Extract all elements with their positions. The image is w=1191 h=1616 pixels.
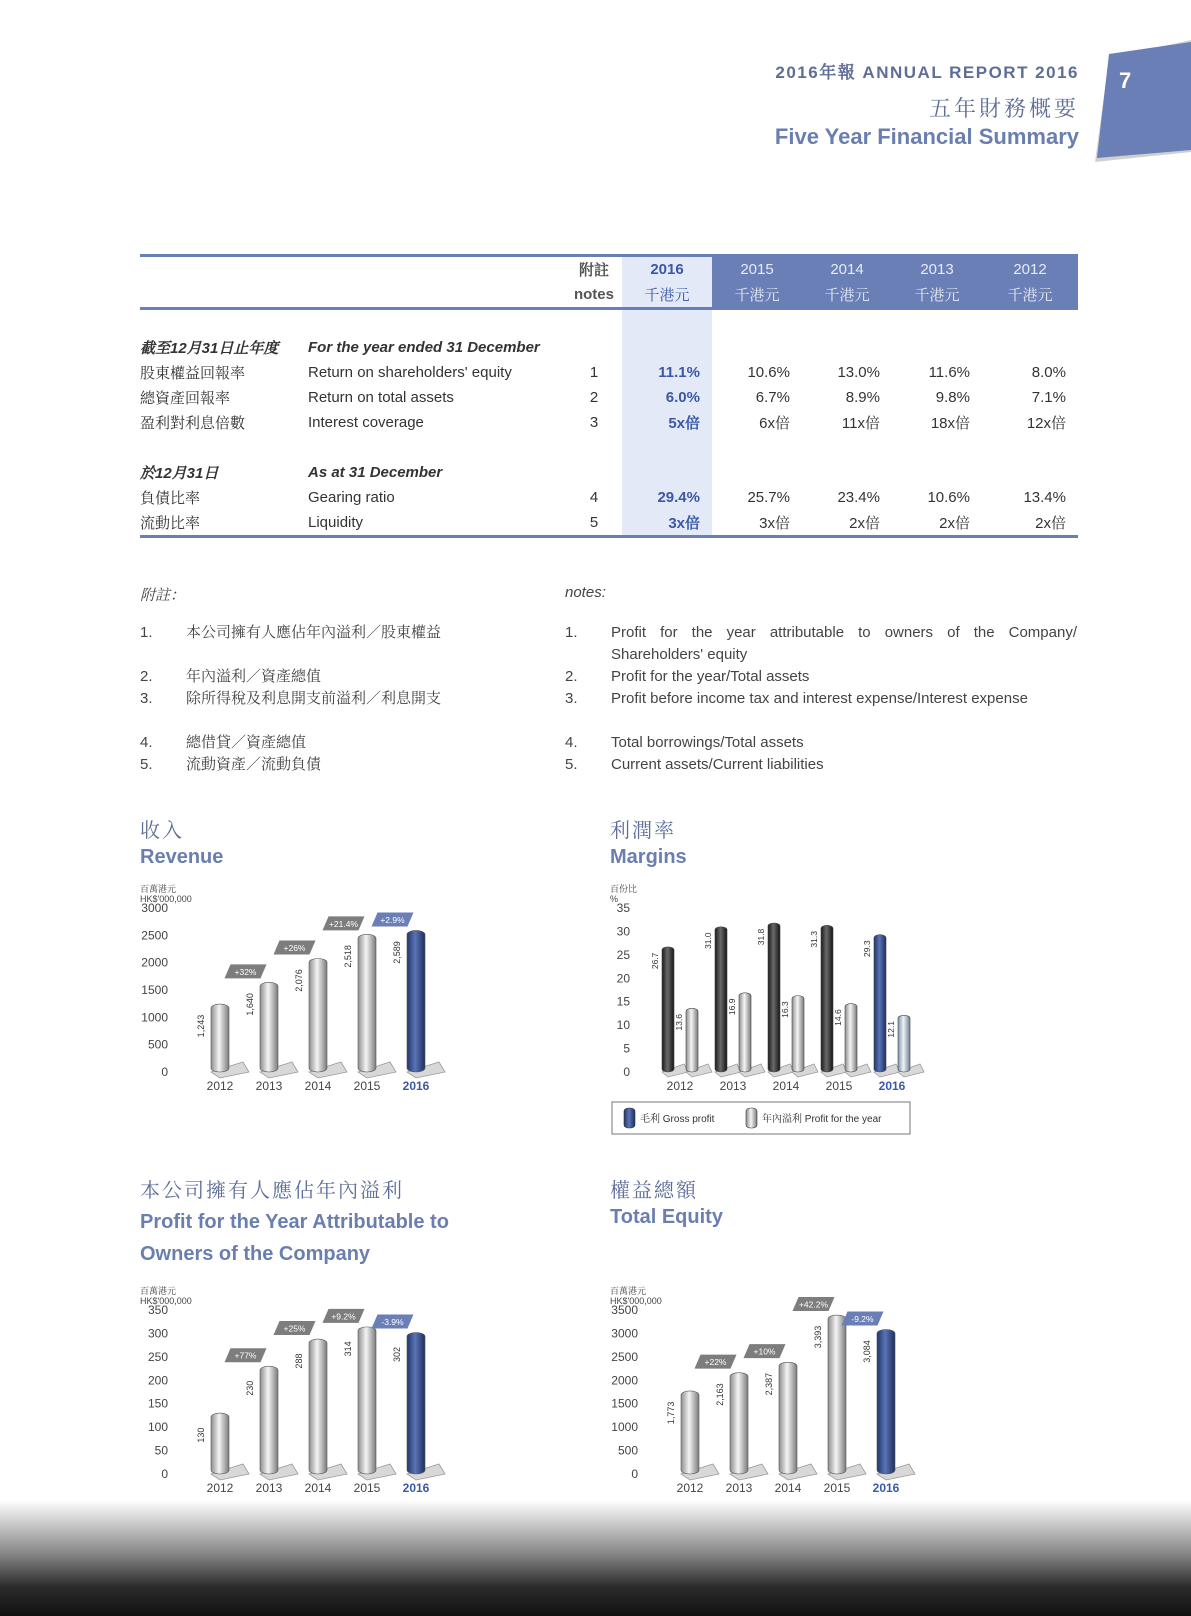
x-tick-label: 2015 [823, 1481, 851, 1495]
bar [845, 1004, 857, 1072]
cell-2016: 11.1% [622, 360, 712, 385]
bar [681, 1391, 699, 1474]
financial-summary-table [140, 254, 1078, 538]
cell-2012: 13.4% [1023, 489, 1066, 506]
note-num: 5. [140, 756, 153, 773]
x-tick-label: 2012 [206, 1079, 234, 1093]
bar [821, 925, 833, 1072]
table-row [140, 410, 1078, 435]
bar [877, 1329, 895, 1474]
profit-title-en: Profit for the Year Attributable to Owners of the Company [140, 1211, 449, 1265]
bar [358, 934, 376, 1072]
page-number-tab [1095, 40, 1191, 170]
y-tick-label: 0 [161, 1065, 168, 1079]
cell-2012: 7.1% [1031, 389, 1066, 406]
unit-label-en: HK$'000,000 [140, 1296, 192, 1306]
report-title: 2016年報 ANNUAL REPORT 2016 [775, 63, 1079, 82]
y-tick-label: 500 [147, 1037, 168, 1052]
currency-2014: 千港元 [802, 282, 892, 309]
note-num: 4. [140, 734, 153, 751]
y-tick-label: 35 [616, 901, 630, 915]
bar-value-label: 288 [294, 1353, 304, 1369]
y-tick-label: 30 [616, 924, 630, 939]
bar-value-label: 1,243 [196, 1014, 206, 1038]
x-tick-label: 2016 [878, 1079, 906, 1093]
growth-label: +32% [234, 966, 257, 977]
y-tick-label: 1500 [141, 983, 168, 997]
unit-label-en: HK$'000,000 [610, 1296, 662, 1306]
y-tick-label: 3000 [141, 901, 168, 915]
note-item [565, 688, 1077, 732]
unit-label-en: HK$'000,000 [140, 894, 192, 904]
cell-2012: 2x倍 [1035, 515, 1066, 532]
y-tick-label: 0 [623, 1065, 630, 1079]
legend-label-gross: 毛利 Gross profit [640, 1114, 715, 1125]
notes-list-en [565, 622, 1077, 776]
cell-2013: 9.8% [935, 389, 970, 406]
bar-value-label: 31.3 [809, 931, 819, 948]
bar [828, 1315, 846, 1474]
legend-swatch-profit [746, 1108, 757, 1128]
bar-value-label: 2,163 [715, 1383, 725, 1406]
year-header-2016: 2016 [622, 256, 712, 283]
note-item [565, 732, 1077, 754]
notes-list-cn [140, 622, 540, 776]
table-row [140, 510, 1078, 537]
cell-2012: 8.0% [1031, 364, 1066, 381]
cell-2014: 2x倍 [849, 515, 880, 532]
cell-2015: 10.6% [747, 364, 790, 381]
bar [260, 1366, 278, 1474]
row-label-en: Interest coverage [308, 414, 424, 431]
bar-value-label: 26.7 [650, 952, 660, 970]
bar-value-label: 16.3 [780, 1001, 790, 1018]
bar [730, 1373, 748, 1474]
year-header-2015: 2015 [712, 256, 802, 283]
section-title-row [140, 335, 1078, 360]
cell-2014: 8.9% [845, 389, 880, 406]
revenue-title-en: Revenue [140, 846, 224, 868]
bar-value-label: 29.3 [862, 940, 872, 957]
growth-label: +22% [704, 1357, 727, 1368]
y-tick-label: 3000 [611, 1326, 638, 1341]
growth-label: +21.4% [328, 918, 359, 929]
table-header-row [140, 256, 1078, 283]
notes-col-header-cn: 附註 [578, 262, 609, 279]
legend-label-profit: 年內溢利 Profit for the year [762, 1114, 882, 1125]
growth-label: +25% [283, 1323, 306, 1334]
bar-value-label: 2,589 [392, 941, 402, 964]
bar [792, 996, 804, 1072]
x-tick-label: 2012 [666, 1079, 694, 1093]
y-tick-label: 150 [147, 1396, 168, 1411]
revenue-title-cn: 收入 [140, 820, 184, 842]
y-tick-label: 1500 [611, 1396, 638, 1411]
x-tick-label: 2013 [725, 1481, 753, 1495]
x-tick-label: 2013 [255, 1481, 283, 1495]
note-item [140, 666, 540, 688]
bar-value-label: 2,387 [764, 1372, 774, 1396]
note-num: 2. [565, 668, 578, 685]
bar [779, 1362, 797, 1474]
bar-value-label: 130 [196, 1427, 206, 1443]
page-tab-shape [1097, 42, 1191, 158]
currency-2015: 千港元 [712, 282, 802, 309]
x-tick-label: 2015 [825, 1079, 853, 1093]
row-note: 4 [589, 489, 599, 506]
section-title-cn: 截至12月31日止年度 [140, 340, 279, 357]
footer-gradient [0, 1500, 1191, 1616]
notes-heading-cn: 附註： [140, 587, 186, 604]
bar-value-label: 3,084 [862, 1340, 872, 1363]
currency-2016: 千港元 [622, 282, 712, 309]
currency-2012: 千港元 [982, 282, 1078, 309]
y-tick-label: 2000 [141, 955, 168, 970]
legend-swatch-gross [624, 1108, 635, 1128]
cell-2015: 6x倍 [759, 415, 790, 432]
note-text: Current assets/Current liabilities [611, 756, 824, 773]
x-tick-label: 2016 [402, 1481, 430, 1495]
row-label-cn: 股東權益回報率 [140, 365, 246, 382]
x-tick-label: 2016 [402, 1079, 430, 1093]
y-tick-label: 250 [147, 1349, 168, 1364]
bar-value-label: 230 [245, 1380, 255, 1396]
section-title-row [140, 460, 1078, 485]
y-tick-label: 0 [631, 1467, 638, 1481]
row-label-cn: 流動比率 [140, 515, 201, 532]
cell-2016: 6.0% [622, 385, 712, 410]
bar-value-label: 314 [343, 1341, 353, 1357]
unit-label-cn: 百萬港元 [140, 1286, 177, 1296]
bar-value-label: 14.6 [833, 1009, 843, 1026]
bar [739, 993, 751, 1072]
profit-title-cn: 本公司擁有人應佔年內溢利 [140, 1180, 404, 1202]
note-text: Profit for the year attributable to owners of the Company/ Shareholders' equity [611, 624, 1077, 663]
bar-value-label: 1,640 [245, 993, 255, 1016]
cell-2015: 6.7% [755, 389, 790, 406]
row-label-cn: 負債比率 [140, 490, 201, 507]
row-note: 3 [589, 414, 599, 431]
y-tick-label: 1000 [141, 1010, 168, 1025]
x-tick-label: 2015 [353, 1481, 381, 1495]
bar-value-label: 13.6 [674, 1014, 684, 1031]
section-title-en: As at 31 December [308, 464, 443, 481]
y-tick-label: 200 [147, 1373, 168, 1388]
row-label-en: Return on shareholders' equity [308, 364, 512, 381]
table-subheader-row [140, 282, 1078, 309]
profit-chart [140, 1282, 480, 1512]
row-label-en: Liquidity [308, 514, 364, 531]
note-text: 流動資產／流動負債 [186, 756, 322, 773]
section-title-cn: 於12月31日 [140, 465, 219, 482]
y-tick-label: 300 [147, 1326, 168, 1341]
cell-2013: 18x倍 [930, 415, 970, 432]
growth-label: -9.2% [851, 1313, 874, 1324]
row-note: 1 [589, 364, 599, 381]
x-tick-label: 2012 [676, 1481, 704, 1495]
cell-2013: 11.6% [928, 364, 970, 381]
bar-value-label: 2,076 [294, 969, 304, 992]
margins-chart [610, 880, 940, 1155]
y-tick-label: 20 [616, 971, 630, 986]
bar [768, 923, 780, 1072]
growth-label: +2.9% [380, 914, 405, 925]
note-num: 3. [140, 690, 153, 707]
bar [715, 927, 727, 1072]
note-num: 5. [565, 756, 578, 773]
bar-value-label: 12.1 [886, 1021, 896, 1038]
x-tick-label: 2014 [304, 1481, 332, 1495]
growth-label: +9.2% [331, 1311, 356, 1322]
growth-label: +26% [283, 943, 306, 954]
note-num: 3. [565, 690, 578, 707]
x-tick-label: 2013 [719, 1079, 747, 1093]
bar-value-label: 2,518 [343, 945, 353, 968]
note-text: 總借貸／資產總值 [186, 734, 307, 751]
cell-2013: 10.6% [927, 489, 970, 506]
growth-label: +77% [234, 1350, 257, 1361]
unit-label-cn: 百萬港元 [140, 884, 177, 894]
note-text: 年內溢利／資產總值 [186, 668, 322, 685]
note-text: Profit before income tax and interest expense/Interest expense [611, 690, 1028, 707]
note-item [565, 754, 1077, 776]
bar [686, 1008, 698, 1072]
cell-2015: 25.7% [747, 489, 790, 506]
note-text: 本公司擁有人應佔年內溢利／股東權益 [186, 624, 442, 641]
x-tick-label: 2015 [353, 1079, 381, 1093]
y-tick-label: 0 [161, 1467, 168, 1481]
equity-title-en: Total Equity [610, 1206, 723, 1228]
y-tick-label: 50 [154, 1443, 168, 1458]
note-item [565, 666, 1077, 688]
bar [260, 982, 278, 1072]
y-tick-label: 5 [623, 1041, 630, 1056]
page-title-en: Five Year Financial Summary [774, 124, 1079, 149]
y-tick-label: 2500 [141, 928, 168, 943]
y-tick-label: 3500 [611, 1303, 638, 1317]
y-tick-label: 25 [616, 947, 630, 962]
row-note: 5 [589, 514, 599, 531]
growth-label: +10% [753, 1346, 776, 1357]
unit-label-en: % [610, 894, 619, 904]
row-label-en: Gearing ratio [308, 489, 395, 506]
row-label-en: Return on total assets [308, 389, 454, 406]
y-tick-label: 350 [147, 1303, 168, 1317]
table-row [140, 360, 1078, 385]
note-num: 2. [140, 668, 153, 685]
revenue-chart [140, 880, 480, 1110]
note-item [140, 688, 540, 732]
growth-label: -3.9% [381, 1316, 404, 1327]
note-item [565, 622, 1077, 666]
table-row [140, 485, 1078, 510]
y-tick-label: 100 [147, 1420, 168, 1435]
note-text: 除所得稅及利息開支前溢利／利息開支 [186, 690, 442, 707]
x-tick-label: 2014 [772, 1079, 800, 1093]
cell-2016: 3x倍 [622, 510, 712, 537]
bar [211, 1004, 229, 1072]
bar [407, 930, 425, 1072]
note-num: 1. [565, 624, 578, 641]
bar [309, 1339, 327, 1474]
year-header-2013: 2013 [892, 256, 982, 283]
x-tick-label: 2012 [206, 1481, 234, 1495]
bar-value-label: 1,773 [666, 1401, 676, 1425]
page-title-cn: 五年財務概要 [928, 96, 1079, 121]
currency-2013: 千港元 [892, 282, 982, 309]
notes-heading-en: notes: [565, 584, 606, 601]
margins-title-cn: 利潤率 [610, 820, 676, 842]
cell-2015: 3x倍 [759, 515, 790, 532]
unit-label-cn: 百萬港元 [610, 1286, 647, 1296]
note-item [140, 622, 540, 666]
bar [874, 935, 886, 1072]
x-tick-label: 2014 [304, 1079, 332, 1093]
bar [898, 1015, 910, 1072]
bar-value-label: 16.9 [727, 998, 737, 1016]
y-tick-label: 2500 [611, 1349, 638, 1364]
cell-2014: 13.0% [837, 364, 880, 381]
equity-chart [610, 1282, 940, 1512]
x-tick-label: 2013 [255, 1079, 283, 1093]
cell-2012: 12x倍 [1026, 415, 1066, 432]
bar-value-label: 31.8 [756, 928, 766, 946]
year-header-2012: 2012 [982, 256, 1078, 283]
cell-2013: 2x倍 [939, 515, 970, 532]
bar [211, 1413, 229, 1474]
margins-title-en: Margins [610, 846, 687, 868]
notes-col-header-en: notes [573, 286, 614, 303]
bar-value-label: 3,393 [813, 1325, 823, 1349]
row-label-cn: 總資產回報率 [140, 390, 231, 407]
y-tick-label: 1000 [611, 1420, 638, 1435]
equity-title-cn: 權益總額 [610, 1180, 698, 1202]
page-number: 7 [1119, 68, 1132, 93]
bar-value-label: 31.0 [703, 932, 713, 950]
row-note: 2 [589, 389, 599, 406]
bar [358, 1327, 376, 1474]
y-tick-label: 2000 [611, 1373, 638, 1388]
bar [662, 947, 674, 1072]
cell-2014: 23.4% [837, 489, 880, 506]
y-tick-label: 500 [617, 1443, 638, 1458]
note-text: Profit for the year/Total assets [611, 668, 810, 685]
bar-value-label: 302 [392, 1346, 402, 1363]
year-header-2014: 2014 [802, 256, 892, 283]
cell-2016: 5x倍 [622, 410, 712, 435]
note-item [140, 732, 540, 754]
note-num: 4. [565, 734, 578, 751]
note-text: Total borrowings/Total assets [611, 734, 804, 751]
table-row [140, 385, 1078, 410]
bar [309, 959, 327, 1072]
x-tick-label: 2016 [872, 1481, 900, 1495]
unit-label-cn: 百份比 [610, 884, 638, 894]
x-tick-label: 2014 [774, 1481, 802, 1495]
y-tick-label: 10 [616, 1018, 630, 1033]
cell-2014: 11x倍 [841, 415, 880, 432]
note-num: 1. [140, 624, 153, 641]
cell-2016: 29.4% [622, 485, 712, 510]
bar [407, 1332, 425, 1474]
section-title-en: For the year ended 31 December [308, 339, 540, 356]
y-tick-label: 15 [616, 994, 630, 1009]
row-label-cn: 盈利對利息倍數 [140, 415, 246, 432]
growth-label: +42.2% [798, 1299, 829, 1310]
note-item [140, 754, 540, 776]
